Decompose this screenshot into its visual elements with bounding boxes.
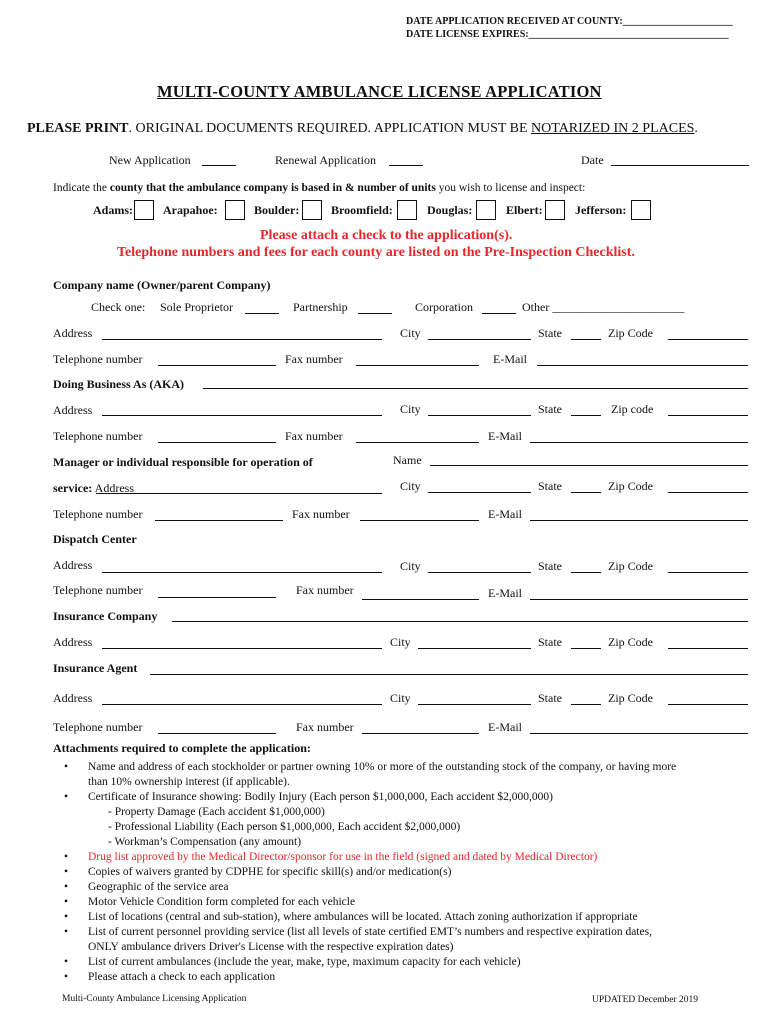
dispatch-email-label: E-Mail <box>488 586 522 600</box>
period-text: . <box>694 121 698 136</box>
insurance-state-label: State <box>538 635 562 649</box>
attachment-item <box>64 865 754 880</box>
attachment-text: Please attach a check to each application <box>88 971 276 983</box>
dba-email-field[interactable] <box>530 442 748 443</box>
bullet-icon: • <box>64 926 69 938</box>
attachments-list <box>64 760 754 985</box>
attachment-item <box>64 925 754 940</box>
insurance-city-field[interactable] <box>418 648 531 649</box>
attachment-subitem <box>64 805 754 820</box>
dispatch-city-label: City <box>400 559 421 573</box>
dba-phone-label: Telephone number <box>53 429 143 443</box>
page-title: MULTI-COUNTY AMBULANCE LICENSE APPLICATION <box>157 82 602 101</box>
bullet-icon: • <box>64 761 69 773</box>
agent-zip-label: Zip Code <box>608 691 653 705</box>
attachment-item <box>64 955 754 970</box>
agent-address-label: Address <box>53 691 93 705</box>
dba-phone-field[interactable] <box>158 442 276 443</box>
attachments-heading: Attachments required to complete the application: <box>53 741 311 755</box>
dispatch-zip-field[interactable] <box>668 572 748 573</box>
manager-address-label: Address <box>94 481 134 495</box>
dba-fax-field[interactable] <box>356 442 479 443</box>
company-state-label: State <box>538 326 562 340</box>
dba-city-label: City <box>400 402 421 416</box>
attachment-item <box>64 790 754 805</box>
county-box-arapahoe[interactable] <box>225 200 245 220</box>
dispatch-email-field[interactable] <box>530 599 748 600</box>
dispatch-phone-field[interactable] <box>158 597 276 598</box>
agent-state-field[interactable] <box>571 704 601 705</box>
company-phone-label: Telephone number <box>53 352 143 366</box>
manager-state-field[interactable] <box>571 492 601 493</box>
new-application-field[interactable] <box>202 165 236 166</box>
company-address-label: Address <box>53 326 93 340</box>
manager-zip-label: Zip Code <box>608 479 653 493</box>
company-email-field[interactable] <box>537 365 748 366</box>
manager-name-label: Name <box>393 453 422 467</box>
attachment-text: List of locations (central and sub-station), where ambulances will be located. Attach zoning authorization if appropriate <box>88 911 638 923</box>
bullet-icon: • <box>64 971 69 983</box>
bullet-icon: • <box>64 881 69 893</box>
attachment-text: than 10% ownership interest (if applicable). <box>88 776 290 788</box>
manager-phone-label: Telephone number <box>53 507 143 521</box>
bullet-icon: • <box>64 956 69 968</box>
county-label-douglas: Douglas: <box>427 203 473 217</box>
attachment-text: Geographic of the service area <box>88 881 229 893</box>
manager-zip-field[interactable] <box>668 492 748 493</box>
dispatch-address-label: Address <box>53 558 93 572</box>
agent-email-label: E-Mail <box>488 720 522 734</box>
dba-zip-label: Zip code <box>611 402 654 416</box>
bullet-icon: • <box>64 911 69 923</box>
company-fax-field[interactable] <box>356 365 479 366</box>
attachment-text: List of current ambulances (include the year, make, type, maximum capacity for each vehicle) <box>88 956 521 968</box>
dba-state-field[interactable] <box>571 415 601 416</box>
insurance-address-label: Address <box>53 635 93 649</box>
notice-line-2: Telephone numbers and fees for each county are listed on the Pre-Inspection Checklist. <box>117 245 635 260</box>
manager-service-label: service: <box>53 481 93 495</box>
attachment-item <box>64 775 754 790</box>
attachment-subitem <box>64 835 754 850</box>
company-zip-label: Zip Code <box>608 326 653 340</box>
attachment-item <box>64 880 754 895</box>
corporation-field[interactable] <box>482 313 516 314</box>
company-city-field[interactable] <box>428 339 531 340</box>
insurance-company-label: Insurance Company <box>53 609 158 623</box>
insurance-company-field[interactable] <box>172 621 748 622</box>
dispatch-heading: Dispatch Center <box>53 532 137 546</box>
agent-fax-label: Fax number <box>296 720 354 734</box>
county-prompt <box>53 182 585 194</box>
attachment-item <box>64 910 754 925</box>
attachment-text: - Workman’s Compensation (any amount) <box>108 836 302 848</box>
footer-right: UPDATED December 2019 <box>592 995 699 1005</box>
agent-state-label: State <box>538 691 562 705</box>
attachment-text: - Property Damage (Each accident $1,000,000) <box>108 806 325 818</box>
manager-state-label: State <box>538 479 562 493</box>
county-box-douglas[interactable] <box>476 200 496 220</box>
company-zip-field[interactable] <box>668 339 748 340</box>
dispatch-state-label: State <box>538 559 562 573</box>
attachment-item <box>64 970 754 985</box>
company-phone-field[interactable] <box>158 365 276 366</box>
insurance-zip-field[interactable] <box>668 648 748 649</box>
attachment-subitem <box>64 820 754 835</box>
insurance-agent-label: Insurance Agent <box>53 661 138 675</box>
dispatch-fax-label: Fax number <box>296 583 354 597</box>
corporation-label: Corporation <box>415 300 473 314</box>
county-box-elbert[interactable] <box>545 200 565 220</box>
manager-name-field[interactable] <box>430 465 748 466</box>
instructions-line <box>27 121 698 137</box>
agent-city-label: City <box>390 691 411 705</box>
attachment-text: Certificate of Insurance showing: Bodily Injury (Each person $1,000,000, Each accident $2,000,000) <box>88 791 553 803</box>
company-address-field[interactable] <box>102 339 382 340</box>
originals-text: . ORIGINAL DOCUMENTS REQUIRED. APPLICATION MUST BE <box>128 121 532 136</box>
agent-address-field[interactable] <box>102 704 382 705</box>
county-prompt-bold: county that the ambulance company is based in & number of units <box>109 182 436 194</box>
company-fax-label: Fax number <box>285 352 343 366</box>
dba-zip-field[interactable] <box>668 415 748 416</box>
agent-city-field[interactable] <box>418 704 531 705</box>
attachment-item <box>64 850 754 865</box>
bullet-icon: • <box>64 791 69 803</box>
dba-fax-label: Fax number <box>285 429 343 443</box>
county-box-adams[interactable] <box>134 200 154 220</box>
bullet-icon: • <box>64 866 69 878</box>
manager-city-field[interactable] <box>428 492 531 493</box>
agent-phone-label: Telephone number <box>53 720 143 734</box>
company-state-field[interactable] <box>571 339 601 340</box>
company-heading: Company name (Owner/parent Company) <box>53 278 271 292</box>
dba-field[interactable] <box>203 388 748 389</box>
date-received-label: DATE APPLICATION RECEIVED AT COUNTY:______________________ <box>406 16 733 27</box>
dba-address-field[interactable] <box>102 415 382 416</box>
dba-address-label: Address <box>53 403 93 417</box>
county-box-jefferson[interactable] <box>631 200 651 220</box>
manager-fax-field[interactable] <box>360 520 479 521</box>
company-city-label: City <box>400 326 421 340</box>
county-box-broomfield[interactable] <box>397 200 417 220</box>
insurance-state-field[interactable] <box>571 648 601 649</box>
attachment-text: ONLY ambulance drivers Driver's License with the respective expiration dates) <box>88 941 454 953</box>
company-email-label: E-Mail <box>493 352 527 366</box>
renewal-application-label: Renewal Application <box>275 153 376 167</box>
county-label-broomfield: Broomfield: <box>331 203 393 217</box>
attachment-text: List of current personnel providing service (list all levels of state certified EMT’s numbers and respective expiration dates, <box>88 926 652 938</box>
partnership-label: Partnership <box>293 300 348 314</box>
notice-line-1: Please attach a check to the application(s). <box>260 228 513 243</box>
attachment-text: - Professional Liability (Each person $1,000,000, Each accident $2,000,000) <box>108 821 461 833</box>
attachment-item <box>64 895 754 910</box>
county-label-arapahoe: Arapahoe: <box>163 203 218 217</box>
insurance-address-field[interactable] <box>102 648 382 649</box>
agent-email-field[interactable] <box>530 733 748 734</box>
manager-fax-label: Fax number <box>292 507 350 521</box>
check-one-label: Check one: <box>91 300 146 314</box>
partnership-field[interactable] <box>358 313 392 314</box>
attachment-text: Motor Vehicle Condition form completed for each vehicle <box>88 896 356 908</box>
new-application-label: New Application <box>109 153 191 167</box>
insurance-zip-label: Zip Code <box>608 635 653 649</box>
dispatch-state-field[interactable] <box>571 572 601 573</box>
county-box-boulder[interactable] <box>302 200 322 220</box>
county-label-adams: Adams: <box>93 203 134 217</box>
please-print-text: PLEASE PRINT <box>27 121 129 136</box>
dba-city-field[interactable] <box>428 415 531 416</box>
renewal-application-field[interactable] <box>389 165 423 166</box>
county-label-boulder: Boulder: <box>254 203 300 217</box>
bullet-icon: • <box>64 896 69 908</box>
manager-email-label: E-Mail <box>488 507 522 521</box>
manager-label: Manager or individual responsible for operation of <box>53 455 313 469</box>
dispatch-city-field[interactable] <box>428 572 531 573</box>
county-prompt-pre: Indicate the <box>53 182 110 194</box>
insurance-agent-field[interactable] <box>150 674 748 675</box>
attachment-text: Drug list approved by the Medical Director/sponsor for use in the field (signed and dated by Medical Director) <box>88 851 598 863</box>
dispatch-address-field[interactable] <box>102 572 382 573</box>
sole-proprietor-label: Sole Proprietor <box>160 300 233 314</box>
manager-address-field[interactable] <box>96 493 382 494</box>
insurance-city-label: City <box>390 635 411 649</box>
dba-email-label: E-Mail <box>488 429 522 443</box>
other-label[interactable]: Other ______________________ <box>522 300 685 314</box>
date-field[interactable] <box>611 165 749 166</box>
county-label-jefferson: Jefferson: <box>575 203 627 217</box>
agent-fax-field[interactable] <box>362 733 479 734</box>
dba-label: Doing Business As (AKA) <box>53 377 185 391</box>
manager-email-field[interactable] <box>530 520 748 521</box>
footer-left: Multi-County Ambulance Licensing Application <box>62 994 247 1004</box>
manager-phone-field[interactable] <box>155 520 283 521</box>
date-label: Date <box>581 153 604 167</box>
attachment-item <box>64 940 754 955</box>
bullet-icon: • <box>64 851 69 863</box>
attachment-item <box>64 760 754 775</box>
dispatch-fax-field[interactable] <box>362 599 479 600</box>
county-prompt-post: you wish to license and inspect: <box>435 182 586 194</box>
manager-city-label: City <box>400 479 421 493</box>
dba-state-label: State <box>538 402 562 416</box>
agent-phone-field[interactable] <box>158 733 276 734</box>
dispatch-zip-label: Zip Code <box>608 559 653 573</box>
notarized-text: NOTARIZED IN 2 PLACES <box>531 121 695 136</box>
attachment-text: Copies of waivers granted by CDPHE for specific skill(s) and/or medication(s) <box>88 866 452 878</box>
dispatch-phone-label: Telephone number <box>53 583 143 597</box>
sole-proprietor-field[interactable] <box>245 313 279 314</box>
county-label-elbert: Elbert: <box>506 203 543 217</box>
attachment-text: Name and address of each stockholder or partner owning 10% or more of the outstanding stock of the company, or having more <box>88 761 677 773</box>
license-expires-label: DATE LICENSE EXPIRES:________________________________________ <box>406 29 729 40</box>
agent-zip-field[interactable] <box>668 704 748 705</box>
